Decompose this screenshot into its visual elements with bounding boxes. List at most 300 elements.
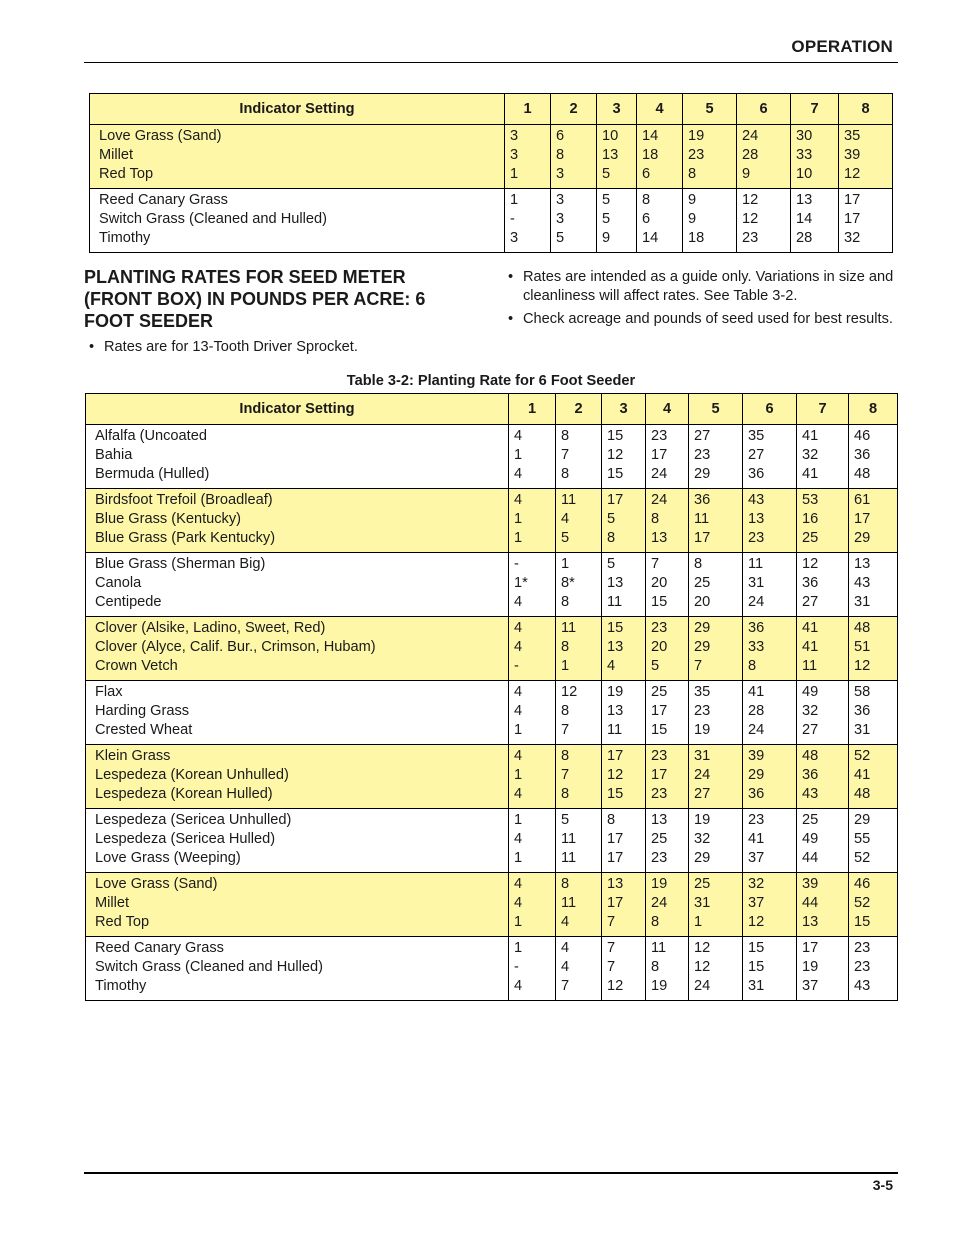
rate-value: 7 bbox=[561, 767, 570, 783]
rate-value: 3 bbox=[556, 211, 565, 227]
rate-value: 12 bbox=[607, 978, 624, 994]
rate-value: 17 bbox=[607, 748, 624, 764]
rate-cell bbox=[849, 553, 898, 617]
rate-value: 37 bbox=[748, 895, 765, 911]
rate-value: 23 bbox=[694, 447, 711, 463]
rate-value: 4 bbox=[514, 703, 523, 719]
rate-cell bbox=[602, 425, 646, 489]
table-caption: Table 3-2: Planting Rate for 6 Foot Seeder bbox=[346, 373, 636, 389]
rate-value: 20 bbox=[694, 594, 711, 610]
rate-value: 25 bbox=[802, 530, 819, 546]
rate-cell bbox=[509, 873, 556, 937]
rate-value: 36 bbox=[854, 447, 871, 463]
setting-header: 8 bbox=[849, 394, 898, 425]
rate-value: 15 bbox=[854, 914, 871, 930]
rate-value: 17 bbox=[844, 192, 861, 208]
rate-cell bbox=[797, 873, 849, 937]
rate-value: 24 bbox=[742, 128, 759, 144]
rate-cell bbox=[849, 681, 898, 745]
rate-cell bbox=[743, 745, 797, 809]
rate-value: 41 bbox=[802, 466, 819, 482]
rate-value: 4 bbox=[561, 940, 570, 956]
rate-value: - bbox=[514, 658, 519, 674]
rate-value: 17 bbox=[854, 511, 871, 527]
rate-cell bbox=[689, 745, 743, 809]
rate-value: 25 bbox=[651, 684, 668, 700]
rate-value: 9 bbox=[688, 192, 697, 208]
rate-cell bbox=[791, 189, 839, 253]
section-heading: PLANTING RATES FOR SEED METER (FRONT BOX) IN POUNDS PER ACRE: 6 FOOT SEEDER bbox=[84, 267, 426, 331]
table-row bbox=[86, 745, 898, 809]
rate-value: 14 bbox=[642, 128, 659, 144]
rate-value: 15 bbox=[607, 466, 624, 482]
seed-name: Timothy bbox=[95, 978, 147, 994]
rate-value: 11 bbox=[607, 722, 623, 738]
rate-value: 33 bbox=[796, 147, 813, 163]
rate-value: 32 bbox=[748, 876, 765, 892]
rate-value: 29 bbox=[694, 639, 711, 655]
table-row bbox=[90, 125, 893, 189]
rate-value: 5 bbox=[561, 812, 570, 828]
rate-value: 4 bbox=[514, 895, 523, 911]
rate-value: 4 bbox=[514, 876, 523, 892]
rate-value: 23 bbox=[651, 748, 668, 764]
rate-value: 39 bbox=[748, 748, 765, 764]
setting-header: 7 bbox=[791, 94, 839, 125]
seed-names-cell bbox=[90, 125, 505, 189]
rate-value: 5 bbox=[651, 658, 660, 674]
seed-name: Love Grass (Weeping) bbox=[95, 850, 241, 866]
rate-cell bbox=[637, 125, 683, 189]
rate-value: 12 bbox=[748, 914, 765, 930]
rate-value: 19 bbox=[694, 722, 711, 738]
rate-value: 8 bbox=[694, 556, 703, 572]
rate-value: 48 bbox=[802, 748, 819, 764]
rate-value: 32 bbox=[694, 831, 711, 847]
rate-value: 8 bbox=[556, 147, 565, 163]
rate-value: 23 bbox=[694, 703, 711, 719]
rate-value: 15 bbox=[748, 959, 765, 975]
rate-cell bbox=[797, 553, 849, 617]
setting-header: 3 bbox=[602, 394, 646, 425]
rate-value: 1 bbox=[514, 447, 523, 463]
rate-value: 15 bbox=[607, 620, 624, 636]
rate-value: 39 bbox=[844, 147, 861, 163]
rate-value: 24 bbox=[651, 895, 668, 911]
rate-value: 12 bbox=[607, 447, 624, 463]
rate-value: 11 bbox=[802, 658, 818, 674]
setting-header: 8 bbox=[839, 94, 893, 125]
rate-cell bbox=[839, 125, 893, 189]
rate-value: 8 bbox=[651, 914, 660, 930]
rate-value: 1 bbox=[514, 940, 523, 956]
seed-names-cell bbox=[86, 873, 509, 937]
rate-value: 29 bbox=[748, 767, 765, 783]
rate-cell bbox=[556, 681, 602, 745]
rate-value: 3 bbox=[510, 128, 519, 144]
rate-cell bbox=[743, 809, 797, 873]
rate-value: 17 bbox=[651, 703, 668, 719]
seed-name: Blue Grass (Kentucky) bbox=[95, 511, 241, 527]
rate-value: 7 bbox=[607, 940, 616, 956]
rate-cell bbox=[556, 809, 602, 873]
seed-name: Clover (Alsike, Ladino, Sweet, Red) bbox=[95, 620, 326, 636]
table-row bbox=[86, 617, 898, 681]
rate-cell bbox=[509, 489, 556, 553]
rate-cell bbox=[743, 489, 797, 553]
seed-name: Crested Wheat bbox=[95, 722, 193, 738]
rate-cell bbox=[602, 553, 646, 617]
rate-value: 5 bbox=[556, 230, 565, 246]
rate-value: 31 bbox=[748, 978, 765, 994]
rate-cell bbox=[509, 617, 556, 681]
rate-value: 27 bbox=[802, 722, 819, 738]
rate-value: 8* bbox=[561, 575, 575, 591]
rate-cell bbox=[556, 617, 602, 681]
seed-name: Red Top bbox=[99, 166, 154, 182]
rate-value: 12 bbox=[561, 684, 578, 700]
rate-value: 4 bbox=[561, 914, 570, 930]
seed-name: Love Grass (Sand) bbox=[95, 876, 218, 892]
rate-value: 36 bbox=[694, 492, 711, 508]
rate-value: 28 bbox=[742, 147, 759, 163]
rate-value: 11 bbox=[651, 940, 667, 956]
rate-value: 13 bbox=[651, 530, 668, 546]
rate-cell bbox=[602, 937, 646, 1001]
setting-header: 1 bbox=[509, 394, 556, 425]
rate-value: 24 bbox=[748, 594, 765, 610]
seed-name: Alfalfa (Uncoated bbox=[95, 428, 207, 444]
rate-value: 36 bbox=[802, 575, 819, 591]
rate-value: 17 bbox=[607, 895, 624, 911]
rate-value: 4 bbox=[514, 748, 523, 764]
seed-names-cell bbox=[86, 937, 509, 1001]
seed-names-cell bbox=[86, 617, 509, 681]
rate-value: 4 bbox=[514, 978, 523, 994]
rate-cell bbox=[637, 189, 683, 253]
rate-value: 4 bbox=[514, 428, 523, 444]
seed-name: Flax bbox=[95, 684, 123, 700]
rate-cell bbox=[646, 681, 689, 745]
rate-cell bbox=[683, 125, 737, 189]
rate-value: 12 bbox=[742, 211, 759, 227]
rate-cell bbox=[797, 809, 849, 873]
rate-value: 14 bbox=[642, 230, 659, 246]
rate-value: 32 bbox=[802, 447, 819, 463]
rate-cell bbox=[646, 489, 689, 553]
rate-value: 17 bbox=[694, 530, 711, 546]
rate-value: 33 bbox=[748, 639, 765, 655]
rate-cell bbox=[849, 489, 898, 553]
rate-value: 24 bbox=[651, 466, 668, 482]
rate-value: 17 bbox=[651, 767, 668, 783]
table-row bbox=[86, 553, 898, 617]
rate-value: 24 bbox=[651, 492, 668, 508]
rate-value: 17 bbox=[607, 492, 624, 508]
rate-value: 8 bbox=[607, 812, 616, 828]
rate-value: 13 bbox=[607, 876, 624, 892]
seed-name: Blue Grass (Sherman Big) bbox=[95, 556, 266, 572]
rate-value: 1 bbox=[514, 511, 523, 527]
rate-cell bbox=[839, 189, 893, 253]
rate-value: 1 bbox=[561, 556, 570, 572]
rate-cell bbox=[551, 189, 597, 253]
rate-value: 37 bbox=[748, 850, 765, 866]
seed-name: Bahia bbox=[95, 447, 133, 463]
rate-value: 13 bbox=[748, 511, 765, 527]
rate-value: 1 bbox=[514, 850, 523, 866]
rate-value: 15 bbox=[748, 940, 765, 956]
rate-value: 4 bbox=[514, 831, 523, 847]
rate-cell bbox=[743, 681, 797, 745]
rate-value: 5 bbox=[561, 530, 570, 546]
seed-name: Harding Grass bbox=[95, 703, 190, 719]
rate-cell bbox=[646, 809, 689, 873]
rate-value: 19 bbox=[651, 978, 668, 994]
rate-cell bbox=[646, 873, 689, 937]
rate-cell bbox=[602, 681, 646, 745]
rate-value: 13 bbox=[802, 914, 819, 930]
rate-value: 19 bbox=[694, 812, 711, 828]
rate-value: 39 bbox=[802, 876, 819, 892]
rate-cell bbox=[556, 489, 602, 553]
rate-value: 13 bbox=[651, 812, 668, 828]
rate-value: 32 bbox=[844, 230, 861, 246]
seed-name: Blue Grass (Park Kentucky) bbox=[95, 530, 276, 546]
rate-value: 25 bbox=[651, 831, 668, 847]
table-row bbox=[86, 681, 898, 745]
rate-value: 36 bbox=[748, 786, 765, 802]
rate-value: 37 bbox=[802, 978, 819, 994]
rate-value: 52 bbox=[854, 895, 871, 911]
rate-value: 4 bbox=[514, 684, 523, 700]
rate-cell bbox=[797, 425, 849, 489]
rate-value: 35 bbox=[694, 684, 711, 700]
rate-cell bbox=[849, 745, 898, 809]
rate-value: 5 bbox=[607, 511, 616, 527]
rate-value: 4 bbox=[561, 959, 570, 975]
rate-value: 52 bbox=[854, 850, 871, 866]
rate-value: 28 bbox=[748, 703, 765, 719]
table-row bbox=[86, 937, 898, 1001]
rate-value: 4 bbox=[514, 594, 523, 610]
rate-value: 43 bbox=[854, 575, 871, 591]
rate-value: 4 bbox=[514, 786, 523, 802]
seed-names-cell bbox=[86, 553, 509, 617]
rate-value: 8 bbox=[561, 639, 570, 655]
rate-value: 5 bbox=[602, 166, 611, 182]
rate-value: 1* bbox=[514, 575, 528, 591]
rate-value: 44 bbox=[802, 850, 819, 866]
rate-value: 8 bbox=[748, 658, 757, 674]
rate-cell bbox=[849, 425, 898, 489]
rate-value: 52 bbox=[854, 748, 871, 764]
rate-value: 7 bbox=[561, 978, 570, 994]
rate-value: 7 bbox=[607, 914, 616, 930]
setting-header: 4 bbox=[637, 94, 683, 125]
rate-cell bbox=[849, 873, 898, 937]
indicator-setting-header: Indicator Setting bbox=[90, 94, 505, 125]
rate-value: - bbox=[514, 959, 519, 975]
rate-value: 29 bbox=[854, 812, 871, 828]
rate-value: 61 bbox=[854, 492, 871, 508]
rate-cell bbox=[737, 125, 791, 189]
rate-cell bbox=[509, 745, 556, 809]
rate-value: 29 bbox=[694, 620, 711, 636]
rate-value: 9 bbox=[742, 166, 751, 182]
rate-cell bbox=[689, 617, 743, 681]
rate-value: 16 bbox=[802, 511, 819, 527]
rate-value: 23 bbox=[748, 812, 765, 828]
seed-name: Birdsfoot Trefoil (Broadleaf) bbox=[95, 492, 273, 508]
rate-cell bbox=[597, 125, 637, 189]
rate-value: 12 bbox=[694, 959, 711, 975]
rate-value: 36 bbox=[748, 466, 765, 482]
seed-name: Klein Grass bbox=[95, 748, 171, 764]
rate-value: 7 bbox=[561, 722, 570, 738]
rate-value: 19 bbox=[802, 959, 819, 975]
rate-value: 1 bbox=[514, 914, 523, 930]
rate-value: 11 bbox=[561, 620, 577, 636]
setting-header: 5 bbox=[689, 394, 743, 425]
rate-value: 3 bbox=[510, 147, 519, 163]
rate-value: 10 bbox=[796, 166, 813, 182]
rate-cell bbox=[509, 809, 556, 873]
rate-value: 27 bbox=[694, 786, 711, 802]
rate-value: 13 bbox=[854, 556, 871, 572]
rate-cell bbox=[505, 125, 551, 189]
rate-value: 17 bbox=[607, 831, 624, 847]
rate-value: 12 bbox=[607, 767, 624, 783]
rate-value: 11 bbox=[561, 492, 577, 508]
rate-value: 36 bbox=[802, 767, 819, 783]
bullet-item: • Check acreage and pounds of seed used for best results. bbox=[503, 310, 898, 329]
rate-value: 3 bbox=[556, 166, 565, 182]
rate-value: 17 bbox=[651, 447, 668, 463]
rate-value: 13 bbox=[607, 575, 624, 591]
setting-header: 4 bbox=[646, 394, 689, 425]
indicator-setting-header: Indicator Setting bbox=[86, 394, 509, 425]
rate-value: 41 bbox=[748, 831, 765, 847]
rate-value: 17 bbox=[844, 211, 861, 227]
rate-cell bbox=[556, 425, 602, 489]
rate-value: 8 bbox=[651, 959, 660, 975]
rate-value: 29 bbox=[694, 850, 711, 866]
seed-names-cell bbox=[86, 489, 509, 553]
rate-value: 8 bbox=[561, 876, 570, 892]
rate-value: 43 bbox=[802, 786, 819, 802]
rate-value: 8 bbox=[561, 466, 570, 482]
rate-value: 8 bbox=[561, 594, 570, 610]
rate-value: 1 bbox=[510, 166, 519, 182]
rate-cell bbox=[602, 617, 646, 681]
rate-value: 6 bbox=[642, 166, 651, 182]
rate-cell bbox=[556, 553, 602, 617]
rate-cell bbox=[849, 809, 898, 873]
seed-name: Bermuda (Hulled) bbox=[95, 466, 210, 482]
rate-cell bbox=[797, 489, 849, 553]
table-row bbox=[86, 489, 898, 553]
rate-value: 8 bbox=[607, 530, 616, 546]
rate-value: 23 bbox=[688, 147, 705, 163]
setting-header: 2 bbox=[556, 394, 602, 425]
rate-value: 23 bbox=[748, 530, 765, 546]
rate-value: 15 bbox=[607, 786, 624, 802]
rate-cell bbox=[689, 425, 743, 489]
rate-cell bbox=[509, 425, 556, 489]
rate-value: 4 bbox=[607, 658, 616, 674]
rate-cell bbox=[743, 937, 797, 1001]
rate-cell bbox=[689, 809, 743, 873]
rate-value: 49 bbox=[802, 684, 819, 700]
rate-value: 4 bbox=[514, 492, 523, 508]
rate-value: 48 bbox=[854, 786, 871, 802]
rate-value: 12 bbox=[854, 658, 871, 674]
rate-value: 14 bbox=[796, 211, 813, 227]
rate-value: 9 bbox=[602, 230, 611, 246]
seed-names-cell bbox=[86, 745, 509, 809]
rate-cell bbox=[849, 937, 898, 1001]
footer-rule bbox=[84, 1172, 898, 1174]
rate-value: 1 bbox=[694, 914, 703, 930]
rate-value: 17 bbox=[607, 850, 624, 866]
rate-value: 8 bbox=[688, 166, 697, 182]
rate-cell bbox=[689, 553, 743, 617]
rate-cell bbox=[509, 681, 556, 745]
rate-value: 1 bbox=[514, 530, 523, 546]
rate-value: 1 bbox=[514, 722, 523, 738]
rate-value: 20 bbox=[651, 575, 668, 591]
rate-value: 25 bbox=[694, 876, 711, 892]
rate-cell bbox=[556, 873, 602, 937]
rate-cell bbox=[849, 617, 898, 681]
rate-cell bbox=[646, 617, 689, 681]
rate-cell bbox=[597, 189, 637, 253]
rate-value: 15 bbox=[651, 722, 668, 738]
rate-value: 32 bbox=[802, 703, 819, 719]
rate-value: 46 bbox=[854, 428, 871, 444]
rate-value: 13 bbox=[607, 703, 624, 719]
rate-cell bbox=[797, 681, 849, 745]
rate-value: 30 bbox=[796, 128, 813, 144]
header-rule bbox=[84, 62, 898, 63]
setting-header: 7 bbox=[797, 394, 849, 425]
rate-value: 8 bbox=[561, 786, 570, 802]
rate-value: 49 bbox=[802, 831, 819, 847]
rate-value: 36 bbox=[854, 703, 871, 719]
rate-value: 15 bbox=[651, 594, 668, 610]
rate-value: 6 bbox=[556, 128, 565, 144]
rate-value: 8 bbox=[561, 748, 570, 764]
rate-cell bbox=[509, 937, 556, 1001]
table-header-row bbox=[86, 394, 898, 425]
rate-cell bbox=[689, 937, 743, 1001]
rate-value: 24 bbox=[694, 767, 711, 783]
rate-cell bbox=[505, 189, 551, 253]
rate-value: 12 bbox=[694, 940, 711, 956]
rate-value: 13 bbox=[602, 147, 619, 163]
rate-cell bbox=[556, 937, 602, 1001]
seed-name: Canola bbox=[95, 575, 142, 591]
rate-value: 13 bbox=[607, 639, 624, 655]
rate-value: 25 bbox=[802, 812, 819, 828]
rate-value: 43 bbox=[748, 492, 765, 508]
rate-value: 31 bbox=[694, 895, 711, 911]
rate-cell bbox=[509, 553, 556, 617]
rate-cell bbox=[646, 937, 689, 1001]
rate-value: 48 bbox=[854, 466, 871, 482]
rate-value: 41 bbox=[802, 620, 819, 636]
